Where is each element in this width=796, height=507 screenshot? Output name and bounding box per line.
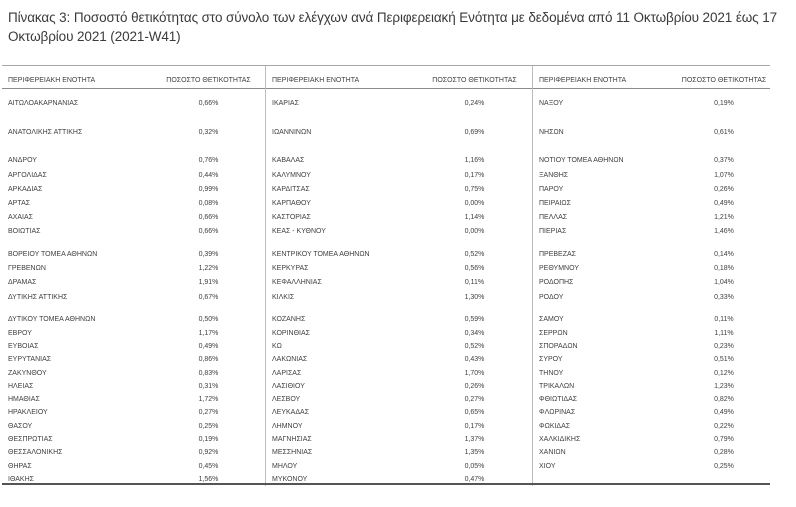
- table-row: [2, 290, 265, 304]
- positivity-value: 0,28%: [714, 449, 734, 457]
- positivity-value: 0,50%: [198, 316, 219, 324]
- region-name: ΜΕΣΣΗΝΙΑΣ: [272, 449, 313, 457]
- region-name: ΚΑΡΔΙΤΣΑΣ: [272, 185, 310, 193]
- table-row: [533, 168, 770, 182]
- table-row: [2, 168, 265, 182]
- positivity-value: 0,14%: [714, 251, 734, 259]
- table-row: [533, 366, 770, 379]
- table-row: [2, 182, 265, 196]
- table-row: [2, 225, 265, 239]
- positivity-value: 1,21%: [714, 214, 734, 222]
- positivity-value: 0,61%: [714, 129, 734, 137]
- table-row: [533, 225, 770, 239]
- table-row: [266, 393, 532, 406]
- header-region: ΠΕΡΙΦΕΡΕΙΑΚΗ ΕΝΟΤΗΤΑ: [272, 77, 360, 84]
- positivity-value: 0,11%: [464, 279, 485, 287]
- header-positivity: ΠΟΣΟΣΤΟ ΘΕΤΙΚΟΤΗΤΑΣ: [681, 77, 767, 84]
- region-name: ΣΑΜΟΥ: [539, 316, 564, 324]
- table-row: [533, 118, 770, 147]
- positivity-value: 0,66%: [198, 100, 219, 108]
- region-name: ΛΗΜΝΟΥ: [272, 422, 303, 430]
- region-name: ΛΕΣΒΟΥ: [272, 396, 301, 404]
- region-name: ΦΘΙΩΤΙΔΑΣ: [539, 396, 578, 404]
- positivity-value: 0,51%: [714, 356, 734, 364]
- table-row: [266, 353, 532, 366]
- positivity-value: 0,25%: [198, 422, 219, 430]
- positivity-value: 0,11%: [714, 316, 734, 324]
- region-name: ΑΡΚΑΔΙΑΣ: [8, 185, 43, 193]
- positivity-value: 0,26%: [464, 382, 485, 390]
- table-row: [2, 262, 265, 276]
- region-name: ΤΗΝΟΥ: [539, 369, 564, 377]
- positivity-value: 0,05%: [464, 462, 485, 470]
- region-name: ΠΕΛΛΑΣ: [539, 214, 568, 222]
- region-name: ΚΑΡΠΑΘΟΥ: [272, 200, 311, 208]
- column-group-3: [532, 66, 770, 486]
- region-name: ΑΝΑΤΟΛΙΚΗΣ ΑΤΤΙΚΗΣ: [8, 129, 83, 137]
- positivity-value: 0,99%: [198, 185, 219, 193]
- region-name: ΗΛΕΙΑΣ: [8, 382, 34, 390]
- region-name: ΧΑΝΙΩΝ: [539, 449, 566, 457]
- column-group-1: [2, 66, 265, 486]
- region-group: [266, 248, 532, 305]
- positivity-value: 0,18%: [714, 265, 734, 273]
- region-name: ΚΕΦΑΛΛΗΝΙΑΣ: [272, 279, 322, 287]
- region-name: ΘΕΣΠΡΩΤΙΑΣ: [8, 436, 53, 444]
- region-name: ΙΚΑΡΙΑΣ: [272, 100, 299, 108]
- table-row: [2, 89, 265, 118]
- table-row: [2, 420, 265, 433]
- region-group: [2, 248, 265, 305]
- region-name: ΘΑΣΟΥ: [8, 422, 33, 430]
- table-row: [2, 353, 265, 366]
- positivity-value: 1,22%: [198, 265, 219, 273]
- table-row: [533, 340, 770, 353]
- positivity-value: 0,67%: [198, 293, 219, 301]
- table-row: [266, 89, 532, 118]
- region-name: ΝΑΞΟΥ: [539, 100, 564, 108]
- table-row: [2, 380, 265, 393]
- region-name: ΚΑΣΤΟΡΙΑΣ: [272, 214, 311, 222]
- header-positivity: ΠΟΣΟΣΤΟ ΘΕΤΙΚΟΤΗΤΑΣ: [166, 77, 251, 84]
- table-row: [533, 393, 770, 406]
- table-header-row: [533, 66, 770, 89]
- positivity-value: 0,27%: [198, 409, 219, 417]
- region-name: ΜΥΚΟΝΟΥ: [272, 475, 308, 483]
- region-name: ΚΟΖΑΝΗΣ: [272, 316, 306, 324]
- region-name: ΚΑΒΑΛΑΣ: [272, 157, 305, 165]
- region-name: ΧΑΛΚΙΔΙΚΗΣ: [539, 436, 581, 444]
- header-region: ΠΕΡΙΦΕΡΕΙΑΚΗ ΕΝΟΤΗΤΑ: [8, 77, 96, 84]
- table-row: [533, 196, 770, 210]
- table-row: [266, 327, 532, 340]
- positivity-table: [2, 65, 770, 486]
- region-name: ΚΩ: [272, 342, 282, 350]
- positivity-value: 0,19%: [198, 436, 219, 444]
- table-row: [266, 366, 532, 379]
- region-name: ΝΗΣΩΝ: [539, 129, 564, 137]
- table-row: [266, 211, 532, 225]
- table-row: [533, 327, 770, 340]
- region-name: ΣΠΟΡΑΔΩΝ: [539, 342, 578, 350]
- region-name: ΚΟΡΙΝΘΙΑΣ: [272, 329, 310, 337]
- table-row: [533, 154, 770, 168]
- region-name: ΤΡΙΚΑΛΩΝ: [539, 382, 575, 390]
- positivity-value: 0,23%: [714, 342, 734, 350]
- table-row: [533, 433, 770, 446]
- table-row: [2, 446, 265, 459]
- region-group: [266, 89, 532, 147]
- region-name: ΛΑΣΙΘΙΟΥ: [272, 382, 305, 390]
- table-row: [2, 460, 265, 473]
- table-row: [266, 420, 532, 433]
- region-name: ΘΕΣΣΑΛΟΝΙΚΗΣ: [8, 449, 63, 457]
- table-row: [533, 211, 770, 225]
- region-name: ΦΛΩΡΙΝΑΣ: [539, 409, 576, 417]
- positivity-value: 0,56%: [464, 265, 485, 273]
- table-row: [266, 262, 532, 276]
- positivity-value: 0,37%: [714, 157, 734, 165]
- table-row: [266, 196, 532, 210]
- table-row: [533, 406, 770, 419]
- region-name: ΝΟΤΙΟΥ ΤΟΜΕΑ ΑΘΗΝΩΝ: [539, 157, 624, 165]
- table-row: [533, 313, 770, 326]
- table-row: [2, 313, 265, 326]
- table-row: [533, 248, 770, 262]
- table-row: [266, 225, 532, 239]
- region-name: ΜΑΓΝΗΣΙΑΣ: [272, 436, 312, 444]
- region-name: ΑΧΑΪΑΣ: [8, 214, 33, 222]
- positivity-value: 0,33%: [714, 293, 734, 301]
- region-group: [533, 154, 770, 239]
- table-row: [2, 196, 265, 210]
- positivity-value: 0,82%: [714, 396, 734, 404]
- positivity-value: 0,49%: [714, 409, 734, 417]
- table-row: [266, 168, 532, 182]
- region-name: ΖΑΚΥΝΘΟΥ: [8, 369, 47, 377]
- table-header-row: [266, 66, 532, 89]
- region-name: ΡΟΔΟΠΗΣ: [539, 279, 574, 287]
- table-row: [266, 380, 532, 393]
- table-row: [2, 154, 265, 168]
- positivity-value: 0,22%: [714, 422, 734, 430]
- region-name: ΙΩΑΝΝΙΝΩΝ: [272, 129, 312, 137]
- positivity-value: 0,12%: [714, 369, 734, 377]
- positivity-value: 1,16%: [464, 157, 485, 165]
- region-name: ΛΕΥΚΑΔΑΣ: [272, 409, 310, 417]
- positivity-value: 0,76%: [198, 157, 219, 165]
- positivity-value: 0,26%: [714, 185, 734, 193]
- positivity-value: 0,39%: [198, 251, 219, 259]
- positivity-value: 0,17%: [464, 422, 485, 430]
- region-name: ΠΡΕΒΕΖΑΣ: [539, 251, 577, 259]
- region-name: ΜΗΛΟΥ: [272, 462, 298, 470]
- positivity-value: 0,00%: [464, 228, 485, 236]
- positivity-value: 0,24%: [464, 100, 485, 108]
- positivity-value: 0,19%: [714, 100, 734, 108]
- positivity-value: 0,75%: [464, 185, 485, 193]
- table-row: [266, 182, 532, 196]
- region-name: ΡΕΘΥΜΝΟΥ: [539, 265, 580, 273]
- positivity-value: 1,70%: [464, 369, 485, 377]
- table-row: [533, 460, 770, 473]
- region-group: [533, 89, 770, 147]
- table-row: [266, 433, 532, 446]
- positivity-value: 0,47%: [464, 475, 485, 483]
- region-name: ΑΡΤΑΣ: [8, 200, 31, 208]
- region-group: [266, 154, 532, 239]
- table-caption: Πίνακας 3: Ποσοστό θετικότητας στο σύνολο των ελέγχων ανά Περιφερειακή Ενότητα με δεδομένα από 11 Οκτωβρίου 2021 έως 17 Οκτωβρίου 2021 (2021-W41): [8, 10, 778, 44]
- header-positivity: ΠΟΣΟΣΤΟ ΘΕΤΙΚΟΤΗΤΑΣ: [432, 77, 517, 84]
- table-row: [266, 460, 532, 473]
- table-row: [266, 313, 532, 326]
- table-row: [266, 290, 532, 304]
- table-row: [2, 406, 265, 419]
- positivity-value: 0,45%: [198, 462, 219, 470]
- table-row: [266, 154, 532, 168]
- table-row: [2, 340, 265, 353]
- positivity-value: 1,07%: [714, 171, 734, 179]
- table-row: [2, 276, 265, 290]
- region-name: ΑΝΔΡΟΥ: [8, 157, 37, 165]
- region-name: ΚΕΑΣ - ΚΥΘΝΟΥ: [272, 228, 326, 236]
- table-row: [2, 433, 265, 446]
- table-row: [2, 366, 265, 379]
- positivity-value: 1,04%: [714, 279, 734, 287]
- positivity-value: 0,66%: [198, 228, 219, 236]
- region-group: [2, 313, 265, 486]
- region-group: [266, 313, 532, 486]
- region-name: ΡΟΔΟΥ: [539, 293, 564, 301]
- region-name: ΓΡΕΒΕΝΩΝ: [8, 265, 46, 273]
- positivity-value: 0,83%: [198, 369, 219, 377]
- table-row: [266, 406, 532, 419]
- region-name: ΚΑΛΥΜΝΟΥ: [272, 171, 311, 179]
- region-name: ΧΙΟΥ: [539, 462, 556, 470]
- region-name: ΠΕΙΡΑΙΩΣ: [539, 200, 571, 208]
- positivity-value: 1,72%: [198, 396, 219, 404]
- positivity-value: 1,56%: [198, 475, 219, 483]
- positivity-value: 0,44%: [198, 171, 219, 179]
- positivity-value: 0,34%: [464, 329, 485, 337]
- column-group-2: [265, 66, 532, 486]
- region-name: ΦΩΚΙΔΑΣ: [539, 422, 571, 430]
- positivity-value: 1,14%: [464, 214, 485, 222]
- table-row: [266, 446, 532, 459]
- table-row: [2, 118, 265, 147]
- positivity-value: 1,11%: [714, 329, 734, 337]
- table-row: [533, 446, 770, 459]
- region-name: ΑΡΓΟΛΙΔΑΣ: [8, 171, 47, 179]
- table-row: [2, 327, 265, 340]
- table-row: [266, 248, 532, 262]
- region-name: ΚΕΝΤΡΙΚΟΥ ΤΟΜΕΑ ΑΘΗΝΩΝ: [272, 251, 370, 259]
- positivity-value: 0,27%: [464, 396, 485, 404]
- table-row: [533, 262, 770, 276]
- positivity-value: 1,46%: [714, 228, 734, 236]
- table-row: [533, 290, 770, 304]
- region-name: ΕΒΡΟΥ: [8, 329, 32, 337]
- positivity-value: 0,00%: [464, 200, 485, 208]
- positivity-value: 0,31%: [198, 382, 219, 390]
- region-name: ΣΕΡΡΩΝ: [539, 329, 568, 337]
- positivity-value: 0,69%: [464, 129, 485, 137]
- positivity-value: 1,17%: [198, 329, 219, 337]
- region-name: ΚΕΡΚΥΡΑΣ: [272, 265, 309, 273]
- positivity-value: 0,17%: [464, 171, 485, 179]
- region-name: ΔΡΑΜΑΣ: [8, 279, 37, 287]
- region-name: ΗΡΑΚΛΕΙΟΥ: [8, 409, 48, 417]
- positivity-value: 1,23%: [714, 382, 734, 390]
- header-region: ΠΕΡΙΦΕΡΕΙΑΚΗ ΕΝΟΤΗΤΑ: [539, 77, 627, 84]
- table-bottom-border: [2, 483, 770, 485]
- positivity-value: 0,65%: [464, 409, 485, 417]
- region-name: ΙΘΑΚΗΣ: [8, 475, 34, 483]
- table-row: [533, 380, 770, 393]
- positivity-value: 1,35%: [464, 449, 485, 457]
- region-name: ΚΙΛΚΙΣ: [272, 293, 295, 301]
- region-name: ΘΗΡΑΣ: [8, 462, 32, 470]
- positivity-value: 0,59%: [464, 316, 485, 324]
- positivity-value: 1,30%: [464, 293, 485, 301]
- positivity-value: 0,66%: [198, 214, 219, 222]
- region-name: ΛΑΡΙΣΑΣ: [272, 369, 302, 377]
- table-row: [2, 393, 265, 406]
- region-name: ΞΑΝΘΗΣ: [539, 171, 569, 179]
- region-name: ΛΑΚΩΝΙΑΣ: [272, 356, 308, 364]
- table-row: [533, 182, 770, 196]
- region-name: ΕΥΡΥΤΑΝΙΑΣ: [8, 356, 52, 364]
- positivity-value: 0,86%: [198, 356, 219, 364]
- table-header-row: [2, 66, 265, 89]
- table-row: [266, 340, 532, 353]
- table-row: [533, 276, 770, 290]
- table-row: [2, 211, 265, 225]
- table-row: [533, 89, 770, 118]
- region-name: ΠΑΡΟΥ: [539, 185, 564, 193]
- positivity-value: 1,91%: [198, 279, 219, 287]
- positivity-value: 0,92%: [198, 449, 219, 457]
- positivity-value: 0,43%: [464, 356, 485, 364]
- region-name: ΒΟΡΕΙΟΥ ΤΟΜΕΑ ΑΘΗΝΩΝ: [8, 251, 98, 259]
- positivity-value: 0,32%: [198, 129, 219, 137]
- table-row: [533, 420, 770, 433]
- table-row: [266, 118, 532, 147]
- positivity-value: 0,49%: [714, 200, 734, 208]
- region-group: [533, 248, 770, 305]
- region-name: ΣΥΡΟΥ: [539, 356, 563, 364]
- positivity-value: 0,25%: [714, 462, 734, 470]
- region-name: ΔΥΤΙΚΟΥ ΤΟΜΕΑ ΑΘΗΝΩΝ: [8, 316, 96, 324]
- region-group: [2, 154, 265, 239]
- region-name: ΠΙΕΡΙΑΣ: [539, 228, 567, 236]
- positivity-value: 0,49%: [198, 342, 219, 350]
- positivity-value: 0,52%: [464, 342, 485, 350]
- positivity-value: 0,08%: [198, 200, 219, 208]
- region-group: [533, 313, 770, 473]
- table-row: [2, 248, 265, 262]
- table-row: [533, 353, 770, 366]
- region-name: ΔΥΤΙΚΗΣ ΑΤΤΙΚΗΣ: [8, 293, 68, 301]
- positivity-value: 0,79%: [714, 436, 734, 444]
- table-row: [266, 276, 532, 290]
- positivity-value: 0,52%: [464, 251, 485, 259]
- positivity-value: 1,37%: [464, 436, 485, 444]
- region-name: ΑΙΤΩΛΟΑΚΑΡΝΑΝΙΑΣ: [8, 100, 79, 108]
- region-name: ΗΜΑΘΙΑΣ: [8, 396, 40, 404]
- region-name: ΒΟΙΩΤΙΑΣ: [8, 228, 41, 236]
- region-name: ΕΥΒΟΙΑΣ: [8, 342, 39, 350]
- region-group: [2, 89, 265, 147]
